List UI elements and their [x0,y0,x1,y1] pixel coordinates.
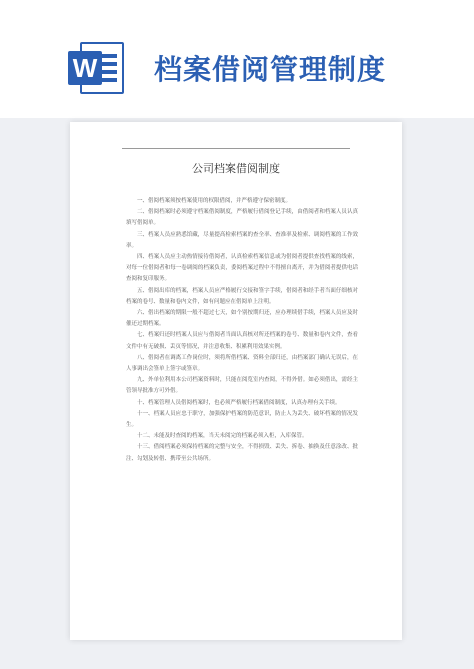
clause-paragraph: 三、档案人员应熟悉馆藏，尽量提高检索档案的查全率、查准率及检索、调阅档案的工作效率。 [126,231,358,249]
clause-paragraph: 十三、借阅档案必须保持档案的完整与安全，不得损毁、丢失、拆卷、抽换及任意涂改、批注、勾划及转借、携带至公共场所。 [126,444,358,462]
clause-paragraph: 九、外单位利用本公司档案资料时，只能在阅览室内查阅，不得外借。如必须借出，需经主管领导批准方可外借。 [126,377,358,395]
clause-paragraph: 七、档案归还时档案人员应与借阅者当面认真核对所还档案的卷号、数量和卷内文件，查看文件中有无破损、丢页等情况，并注意收集、积累利用效果实例。 [126,332,358,350]
clause-paragraph: 二、借阅档案时必须遵守档案借阅制度，严格履行借阅登记手续，由借阅者和档案人员认真填写借阅单。 [126,209,358,227]
clause-paragraph: 八、借阅者在调离工作岗位时，须将所借档案、资料全部归还，由档案部门确认无误后，在人事调出会签单上签字或签章。 [126,354,358,373]
header-banner [0,0,474,118]
word-document-icon [68,42,126,94]
document-title: 公司档案借阅制度 [192,162,280,175]
clause-paragraph: 十二、未能及时查阅的档案，当天未阅完的档案必须入柜，入库保管。 [137,433,308,440]
clause-paragraph: 一、借阅档案须按档案使用的权限借阅，并严格遵守保密制度。 [137,198,292,204]
clause-paragraph: 十一、档案人员应忠于职守，加强保护档案的防范意识，防止人为丢失、破坏档案的情况发生。 [126,410,358,429]
clause-paragraph: 五、借阅出库的档案，档案人员应严格履行交接和签字手续，借阅者和经手者当面仔细核对档案的卷号、数量和卷内文件，如有问题应在借阅单上注明。 [126,287,358,305]
header-rule [122,148,350,149]
clause-paragraph: 六、借出档案的期限一般不超过七天，如个别按期归还，应办理续借手续，档案人员应及时催还过期档案。 [126,310,358,328]
document-body [126,196,358,465]
page-title: 档案借阅管理制度 [154,53,387,86]
clause-paragraph: 十、档案管理人员借阅档案时，也必须严格履行档案借阅制度，认真办理有关手续。 [137,399,341,406]
clause-paragraph: 四、档案人员应主动热情接待借阅者，认真检索档案信息或为借阅者提供查找档案的线索，对每一位借阅者和每一卷调阅的档案负责，委阅档案过程中不得擅自离开，并为借阅者提供电话查阅和复印服务。 [126,254,358,283]
word-letter-badge: W [68,51,102,85]
document-page [70,122,402,640]
